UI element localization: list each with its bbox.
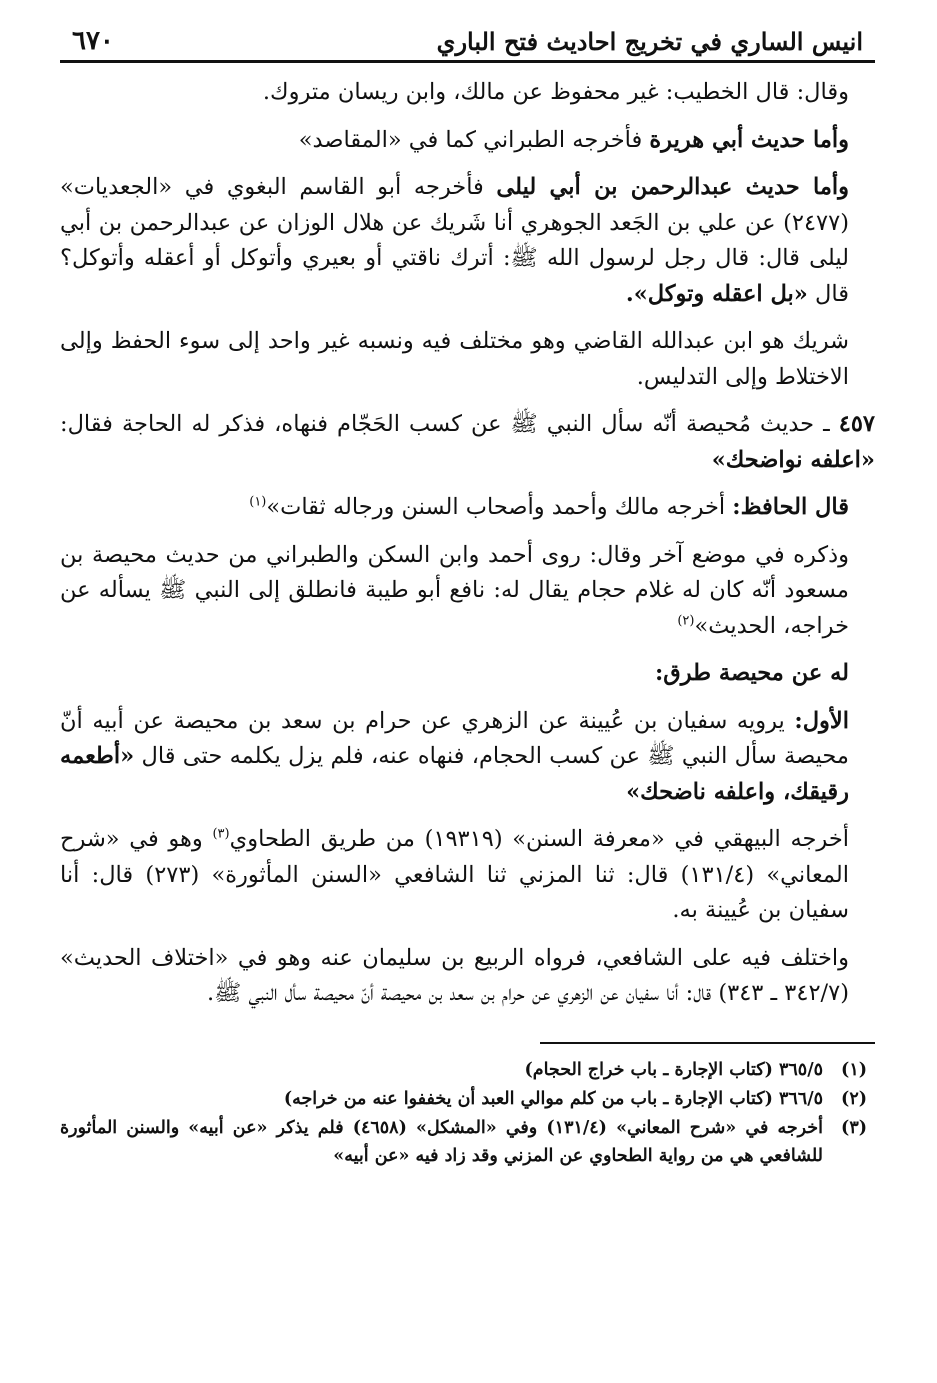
footnote-1: [60, 1056, 875, 1084]
paragraph-7: وذكره في موضع آخر وقال: روى أحمد وابن السكن والطبراني من حديث محيصة بن مسعود أنّه كان له غلام حجام يقال له: نافع أبو طيبة فانطلق إلى النبي ﷺ يسأله عن خراجه، الحديث»$^{(٢)}$: [60, 541, 849, 639]
paragraph-4: شريك هو ابن عبدالله القاضي وهو مختلف فيه ونسبه غير واحد إلى سوء الحفظ وإلى الاختلاط وإلى التدليس.: [60, 328, 849, 390]
paragraph-first-route: الأول: يرويه سفيان بن عُيينة عن الزهري عن حرام بن سعد بن محيصة عن أبيه أنّ محيصة سأل النبي ﷺ عن كسب الحجام، فنهاه عنه، فلم يزل يكلمه حتى قال «أطعمه رقيقك، واعلفه ناضحك»: [60, 707, 849, 805]
footnote-ref-2: (٢): [677, 613, 695, 628]
page-number: ٦٧٠: [72, 26, 114, 56]
footnote-rule: [540, 1042, 875, 1044]
footnote-number: (١): [841, 1059, 867, 1080]
footnote-text: ٣٦٦/٥ (كتاب الإجارة ـ باب من كلم موالي العبد أن يخففوا عنه من خراجه): [283, 1088, 823, 1109]
running-header: [60, 26, 875, 60]
footnote-ref-3: (٣): [212, 826, 230, 842]
header-rule: [60, 60, 875, 63]
footnote-3: [60, 1114, 875, 1170]
paragraph-3: وأما حديث عبدالرحمن بن أبي ليلى فأخرجه أبو القاسم البغوي في «الجعديات» (٢٤٧٧) عن علي بن الجَعد الجوهري أنا شَريك عن هلال الوزان عن عبدالرحمن بن أبي ليلى قال: قال رجل لرسول الله ﷺ: أترك ناقتي أو بعيري وأتوكل أو أعقله وأتوكل؟ قال «بل اعقله وتوكل».: [60, 174, 849, 307]
footnote-2: [60, 1085, 875, 1113]
footnote-text: أخرجه في «شرح المعاني» (١٣١/٤) وفي «المشكل» (٤٦٥٨) فلم يذكر «عن أبيه» والسنن المأثورة للشافعي هي من رواية الطحاوي عن المزني وقد زاد فيه «عن أبيه»: [60, 1117, 823, 1166]
paragraph-1: وقال: قال الخطيب: غير محفوظ عن مالك، وابن ريسان متروك.: [262, 79, 849, 105]
hadith-entry-457: ٤٥٧ ـ حديث مُحيصة أنّه سأل النبي ﷺ عن كسب الحَجّام فنهاه، فذكر له الحاجة فقال: «اعلفه نواضحك»: [60, 411, 875, 473]
footnote-number: (٢): [841, 1088, 867, 1109]
subheading-routes: له عن محيصة طرق:: [655, 660, 849, 686]
main-text: [60, 75, 875, 1012]
paragraph-10: أخرجه البيهقي في «معرفة السنن» (١٩٣١٩) من طريق الطحاوي$^{(٣)}$ وهو في «شرح المعاني» (١٣١/٤) قال: ثنا المزني ثنا الشافعي «السنن المأثورة» (٢٧٣) قال: أنا سفيان بن عُيينة به.: [60, 826, 849, 923]
footnote-number: (٣): [841, 1117, 867, 1138]
footnote-ref-1: (١): [249, 494, 267, 510]
paragraph-2: وأما حديث أبي هريرة فأخرجه الطبراني كما في «المقاصد»: [298, 126, 849, 153]
footnotes: [60, 1056, 875, 1170]
paragraph-11: واختلف فيه على الشافعي، فرواه الربيع بن سليمان عنه وهو في «اختلاف الحديث» (٣٤٢/٧ ـ ٣٤٣) قال: أنا سفيان عن الزهري عن حرام بن سعد بن محيصة أنّ محيصة سأل النبي ﷺ.: [60, 944, 849, 1006]
footnote-text: ٣٦٥/٥ (كتاب الإجارة ـ باب خراج الحجام): [524, 1059, 823, 1080]
paragraph-hafiz: قال الحافظ: أخرجه مالك وأحمد وأصحاب السنن ورجاله ثقات»$^{(١)}$: [249, 494, 849, 520]
book-title: انيس الساري في تخريج احاديث فتح الباري: [436, 27, 863, 56]
hadith-number: ٤٥٧: [838, 411, 875, 437]
